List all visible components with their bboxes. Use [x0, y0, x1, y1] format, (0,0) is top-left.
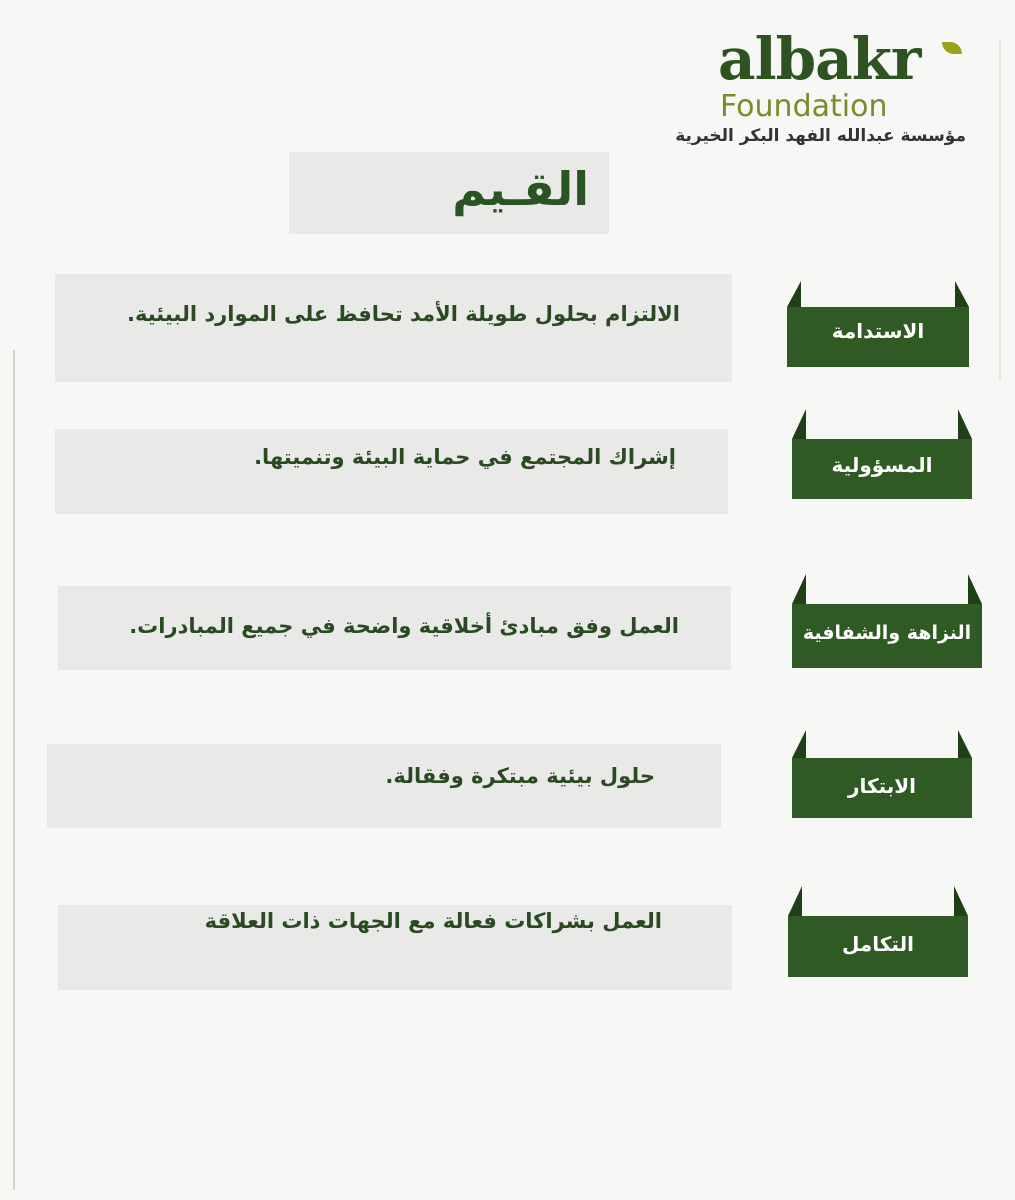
value-name: الابتكار: [847, 774, 917, 798]
value-name: التكامل: [842, 932, 914, 956]
value-description: العمل بشراكات فعالة مع الجهات ذات العلاقة: [204, 909, 662, 933]
value-ribbon: [788, 886, 968, 977]
value-description-box: [47, 744, 721, 828]
value-name: الاستدامة: [831, 319, 925, 343]
value-ribbon: [792, 730, 972, 818]
ribbon-shape: [792, 574, 982, 668]
value-description-box: [58, 905, 732, 990]
page-title: القـيم: [452, 162, 589, 216]
value-description: إشراك المجتمع في حماية البيئة وتنميتها.: [254, 445, 676, 469]
value-description-box: [55, 274, 732, 382]
value-description: العمل وفق مبادئ أخلاقية واضحة في جميع المبادرات.: [129, 614, 679, 638]
logo-wordmark: albakr: [718, 25, 921, 93]
value-description-box: [55, 429, 728, 514]
title-box: [289, 152, 609, 234]
left-divider: [13, 350, 15, 1190]
foundation-logo: [675, 25, 1002, 160]
value-ribbon: [792, 574, 982, 668]
value-description: الالتزام بحلول طويلة الأمد تحافظ على الموارد البيئية.: [127, 302, 680, 326]
value-ribbon: [787, 281, 969, 367]
leaf-icon: [942, 42, 962, 54]
value-name: المسؤولية: [831, 453, 933, 477]
logo-arabic-name: مؤسسة عبدالله الفهد البكر الخيرية: [675, 126, 966, 146]
value-description-box: [58, 586, 731, 670]
value-ribbon: [792, 409, 972, 499]
value-description: حلول بيئية مبتكرة وفقالة.: [385, 764, 655, 788]
logo-subtitle: Foundation: [720, 89, 888, 124]
value-name: النزاهة والشفافية: [802, 622, 972, 644]
